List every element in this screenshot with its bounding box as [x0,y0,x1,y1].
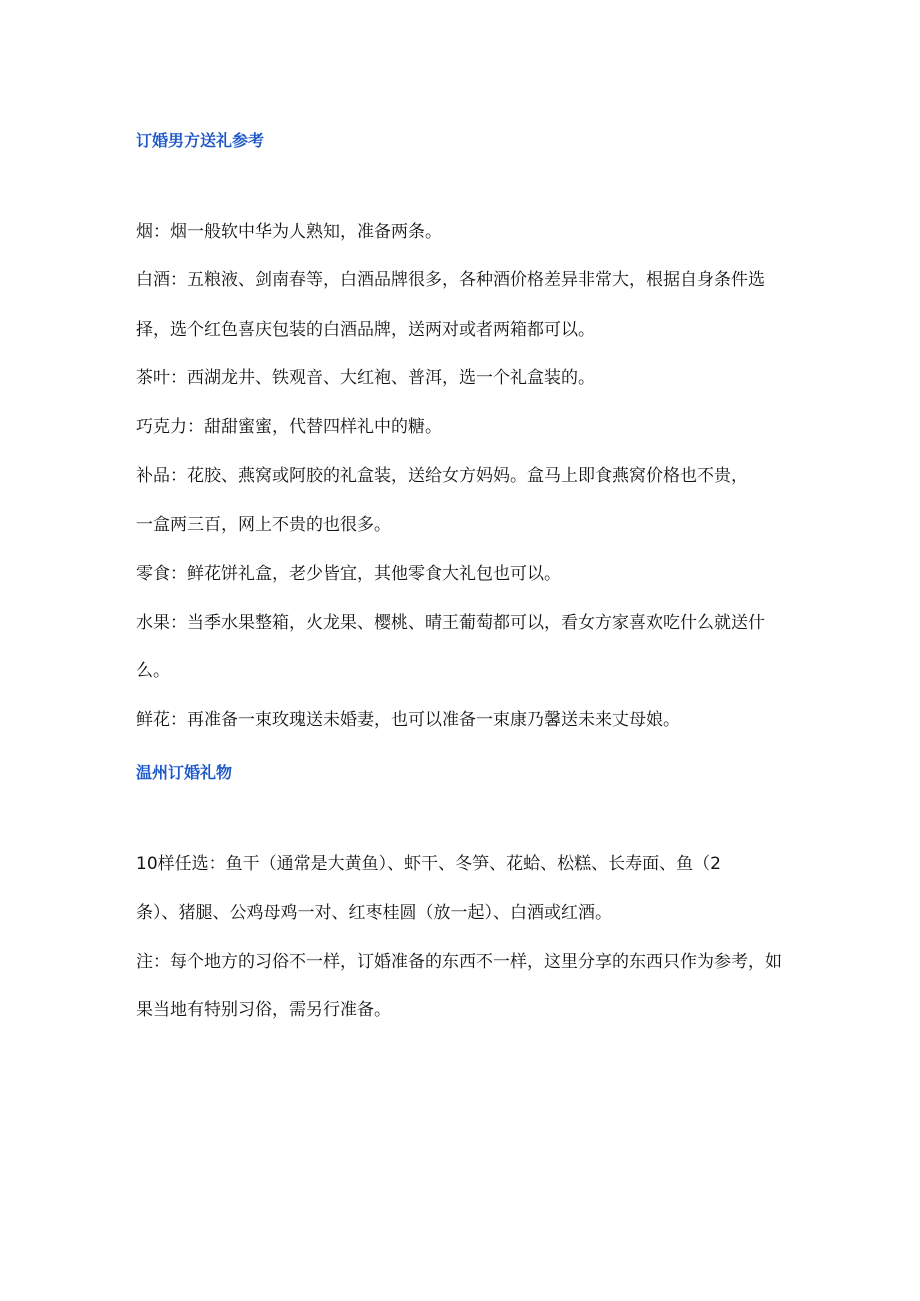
paragraph-line: 白酒：五粮液、剑南春等，白酒品牌很多，各种酒价格差异非常大，根据自身条件选 [136,270,765,290]
paragraph-line: 烟：烟一般软中华为人熟知，准备两条。 [136,222,442,242]
paragraph-line: 水果：当季水果整箱，火龙果、樱桃、晴王葡萄都可以，看女方家喜欢吃什么就送什 [136,613,765,633]
paragraph-line: 么。 [136,661,170,681]
paragraph-line: 鲜花：再准备一束玫瑰送未婚妻，也可以准备一束康乃馨送未来丈母娘。 [136,710,680,730]
paragraph-line: 条）、猪腿、公鸡母鸡一对、红枣桂圆（放一起）、白酒或红酒。 [136,903,612,923]
paragraph-line: 茶叶：西湖龙井、铁观音、大红袍、普洱，选一个礼盒装的。 [136,368,595,388]
section-heading-wenzhou-gifts: 温州订婚礼物 [136,763,233,782]
paragraph-line: 巧克力：甜甜蜜蜜，代替四样礼中的糖。 [136,417,442,437]
paragraph-line: 零食：鲜花饼礼盒，老少皆宜，其他零食大礼包也可以。 [136,564,561,584]
paragraph-line: 注：每个地方的习俗不一样，订婚准备的东西不一样，这里分享的东西只作为参考，如 [136,952,782,972]
section-heading-engagement-gifts: 订婚男方送礼参考 [136,131,265,150]
paragraph-line: 择，选个红色喜庆包装的白酒品牌，送两对或者两箱都可以。 [136,320,595,340]
paragraph-line: 补品：花胶、燕窝或阿胶的礼盒装，送给女方妈妈。盒马上即食燕窝价格也不贵， [136,466,748,486]
paragraph-line: 果当地有特别习俗，需另行准备。 [136,1000,391,1020]
paragraph-line: 10样任选：鱼干（通常是大黄鱼）、虾干、冬笋、花蛤、松糕、长寿面、鱼（2 [136,854,721,874]
paragraph-line: 一盒两三百，网上不贵的也很多。 [136,515,391,535]
